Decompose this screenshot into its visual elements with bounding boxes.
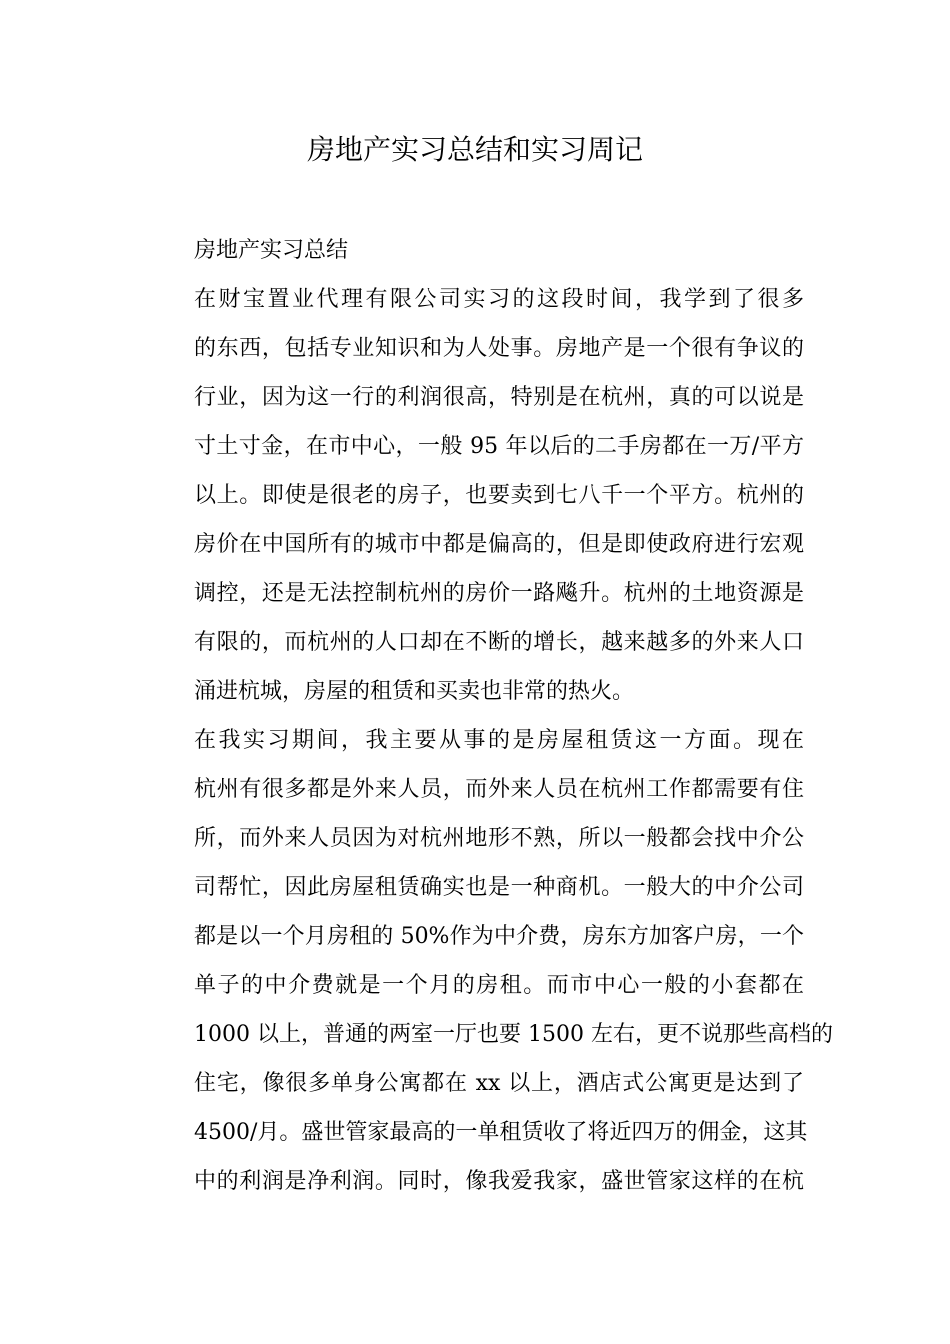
paragraph-line: 有限的，而杭州的人口却在不断的增长，越来越多的外来人口 [194,630,804,655]
paragraph-line: 杭州有很多都是外来人员，而外来人员在杭州工作都需要有住 [194,777,804,802]
paragraph-line: 在我实习期间，我主要从事的是房屋租赁这一方面。现在 [194,728,804,753]
paragraph-line: 所，而外来人员因为对杭州地形不熟，所以一般都会找中介公 [194,826,804,851]
paragraph-line: 都是以一个月房租的 50%作为中介费，房东方加客户房，一个 [194,924,804,949]
document-title: 房地产实习总结和实习周记 [306,133,643,166]
paragraph-line: 中的利润是净利润。同时，像我爱我家，盛世管家这样的在杭 [194,1169,804,1194]
paragraph-line: 在财宝置业代理有限公司实习的这段时间，我学到了很多 [194,287,804,312]
document-body [146,226,833,1206]
paragraph-line: 住宅，像很多单身公寓都在 xx 以上，酒店式公寓更是达到了 [194,1071,804,1096]
paragraph-line: 的东西，包括专业知识和为人处事。房地产是一个很有争议的 [194,336,804,361]
paragraph-1 [146,275,804,716]
paragraph-line: 寸土寸金，在市中心，一般 95 年以后的二手房都在一万/平方 [194,434,804,459]
section-subheading: 房地产实习总结 [194,238,349,263]
paragraph-line: 司帮忙，因此房屋租赁确实也是一种商机。一般大的中介公司 [194,875,804,900]
paragraph-line: 涌进杭城，房屋的租赁和买卖也非常的热火。 [194,679,635,704]
paragraph-line: 单子的中介费就是一个月的房租。而市中心一般的小套都在 [194,973,804,998]
paragraph-line: 调控，还是无法控制杭州的房价一路飚升。杭州的土地资源是 [194,581,804,606]
paragraph-line: 以上。即使是很老的房子，也要卖到七八千一个平方。杭州的 [194,483,804,508]
paragraph-line: 1000 以上，普通的两室一厅也要 1500 左右，更不说那些高档的 [194,1022,833,1047]
paragraph-line: 4500/月。盛世管家最高的一单租赁收了将近四万的佣金，这其 [194,1120,808,1145]
paragraph-2 [146,716,833,1206]
paragraph-line: 行业，因为这一行的利润很高，特别是在杭州，真的可以说是 [194,385,804,410]
paragraph-line: 房价在中国所有的城市中都是偏高的，但是即使政府进行宏观 [194,532,804,557]
